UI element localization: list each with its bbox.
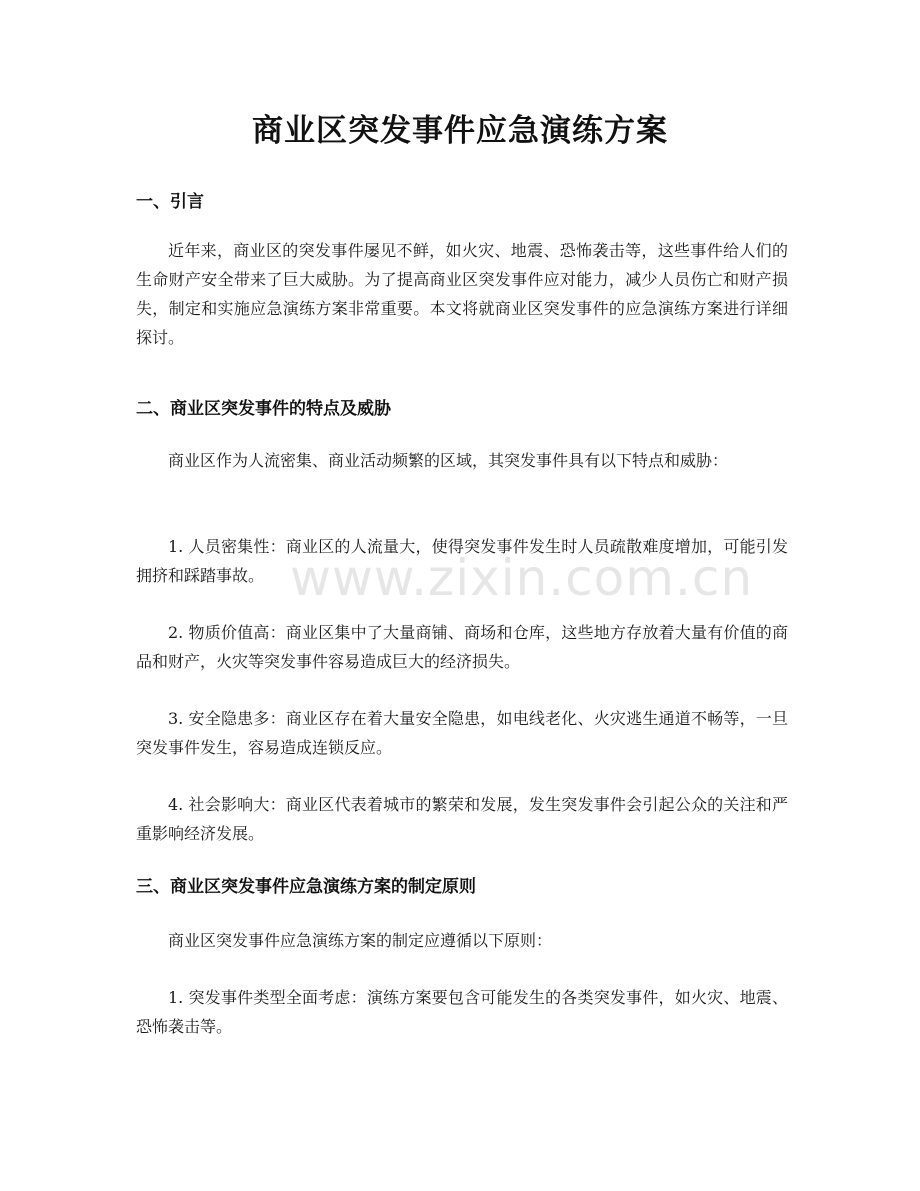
section-heading-principles: 三、商业区突发事件应急演练方案的制定原则 bbox=[136, 877, 476, 897]
list-item: 4. 社会影响大：商业区代表着城市的繁荣和发展，发生突发事件会引起公众的关注和严重影响经济发展。 bbox=[136, 795, 788, 843]
list-item: 3. 安全隐患多：商业区存在着大量安全隐患，如电线老化、火灾逃生通道不畅等，一旦突发事件发生，容易造成连锁反应。 bbox=[136, 709, 788, 757]
document-title: 商业区突发事件应急演练方案 bbox=[252, 113, 668, 149]
section-heading-characteristics: 二、商业区突发事件的特点及威胁 bbox=[136, 399, 391, 419]
paragraph: 商业区突发事件应急演练方案的制定应遵循以下原则： bbox=[168, 931, 553, 950]
section-heading-introduction: 一、引言 bbox=[136, 192, 204, 212]
paragraph: 商业区作为人流密集、商业活动频繁的区域，其突发事件具有以下特点和威胁： bbox=[168, 451, 729, 470]
watermark: www.zixin.com.cn bbox=[290, 549, 754, 607]
list-item: 1. 人员密集性：商业区的人流量大，使得突发事件发生时人员疏散难度增加，可能引发拥挤和踩踏事故。 bbox=[136, 537, 788, 585]
list-item: 1. 突发事件类型全面考虑：演练方案要包含可能发生的各类突发事件，如火灾、地震、恐怖袭击等。 bbox=[136, 988, 788, 1036]
paragraph: 近年来，商业区的突发事件屡见不鲜，如火灾、地震、恐怖袭击等，这些事件给人们的生命财产安全带来了巨大威胁。为了提高商业区突发事件应对能力，减少人员伤亡和财产损失，制定和实施应急演练方案非常重要。本文将就商业区突发事件的应急演练方案进行详细探讨。 bbox=[136, 241, 788, 347]
list-item: 2. 物质价值高：商业区集中了大量商铺、商场和仓库，这些地方存放着大量有价值的商品和财产，火灾等突发事件容易造成巨大的经济损失。 bbox=[136, 623, 788, 671]
